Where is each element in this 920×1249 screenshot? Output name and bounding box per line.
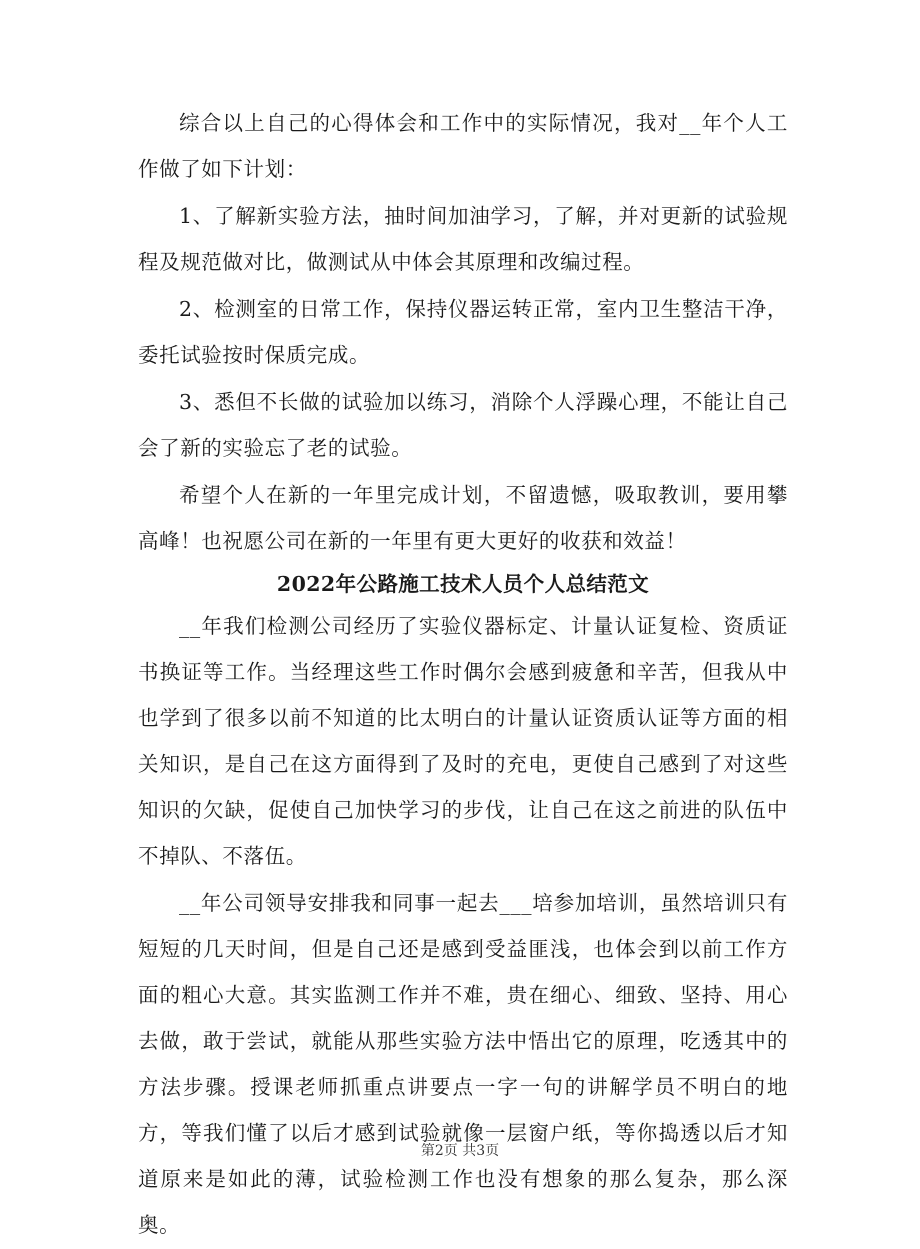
document-body <box>138 100 788 1249</box>
body-paragraph: 希望个人在新的一年里完成计划，不留遗憾，吸取教训，要用攀高峰！也祝愿公司在新的一年里有更大更好的收获和效益！ <box>138 483 788 553</box>
section-title: 2022年公路施工技术人员个人总结范文 <box>276 572 650 596</box>
page-number: 第2页 共3页 <box>420 1143 500 1159</box>
body-paragraph: __年我们检测公司经历了实验仪器标定、计量认证复检、资质证书换证等工作。当经理这些工作时偶尔会感到疲惫和辛苦，但我从中也学到了很多以前不知道的比太明白的计量认证资质认证等方面的相关知识，是自己在这方面得到了及时的充电，更使自己感到了对这些知识的欠缺，促使自己加快学习的步伐，让自己在这之前进的队伍中不掉队、不落伍。 <box>138 614 788 868</box>
body-paragraph: 综合以上自己的心得体会和工作中的实际情况，我对__年个人工作做了如下计划： <box>138 111 788 181</box>
plan-item-1: 1、了解新实验方法，抽时间加油学习，了解，并对更新的试验规程及规范做对比，做测试从中体会其原理和改编过程。 <box>138 204 788 274</box>
plan-item-2: 2、检测室的日常工作，保持仪器运转正常，室内卫生整洁干净，委托试验按时保质完成。 <box>138 297 788 367</box>
body-paragraph: __年公司领导安排我和同事一起去___培参加培训，虽然培训只有短短的几天时间，但是自己还是感到受益匪浅，也体会到以前工作方面的粗心大意。其实监测工作并不难，贵在细心、细致、坚持、用心去做，敢于尝试，就能从那些实验方法中悟出它的原理，吃透其中的方法步骤。授课老师抓重点讲要点一字一句的讲解学员不明白的地方，等我们懂了以后才感到试验就像一层窗户纸，等你捣透以后才知道原来是如此的薄，试验检测工作也没有想象的那么复杂，那么深奥。 <box>138 891 788 1237</box>
plan-item-3: 3、悉但不长做的试验加以练习，消除个人浮躁心理，不能让自己会了新的实验忘了老的试验。 <box>138 390 788 460</box>
